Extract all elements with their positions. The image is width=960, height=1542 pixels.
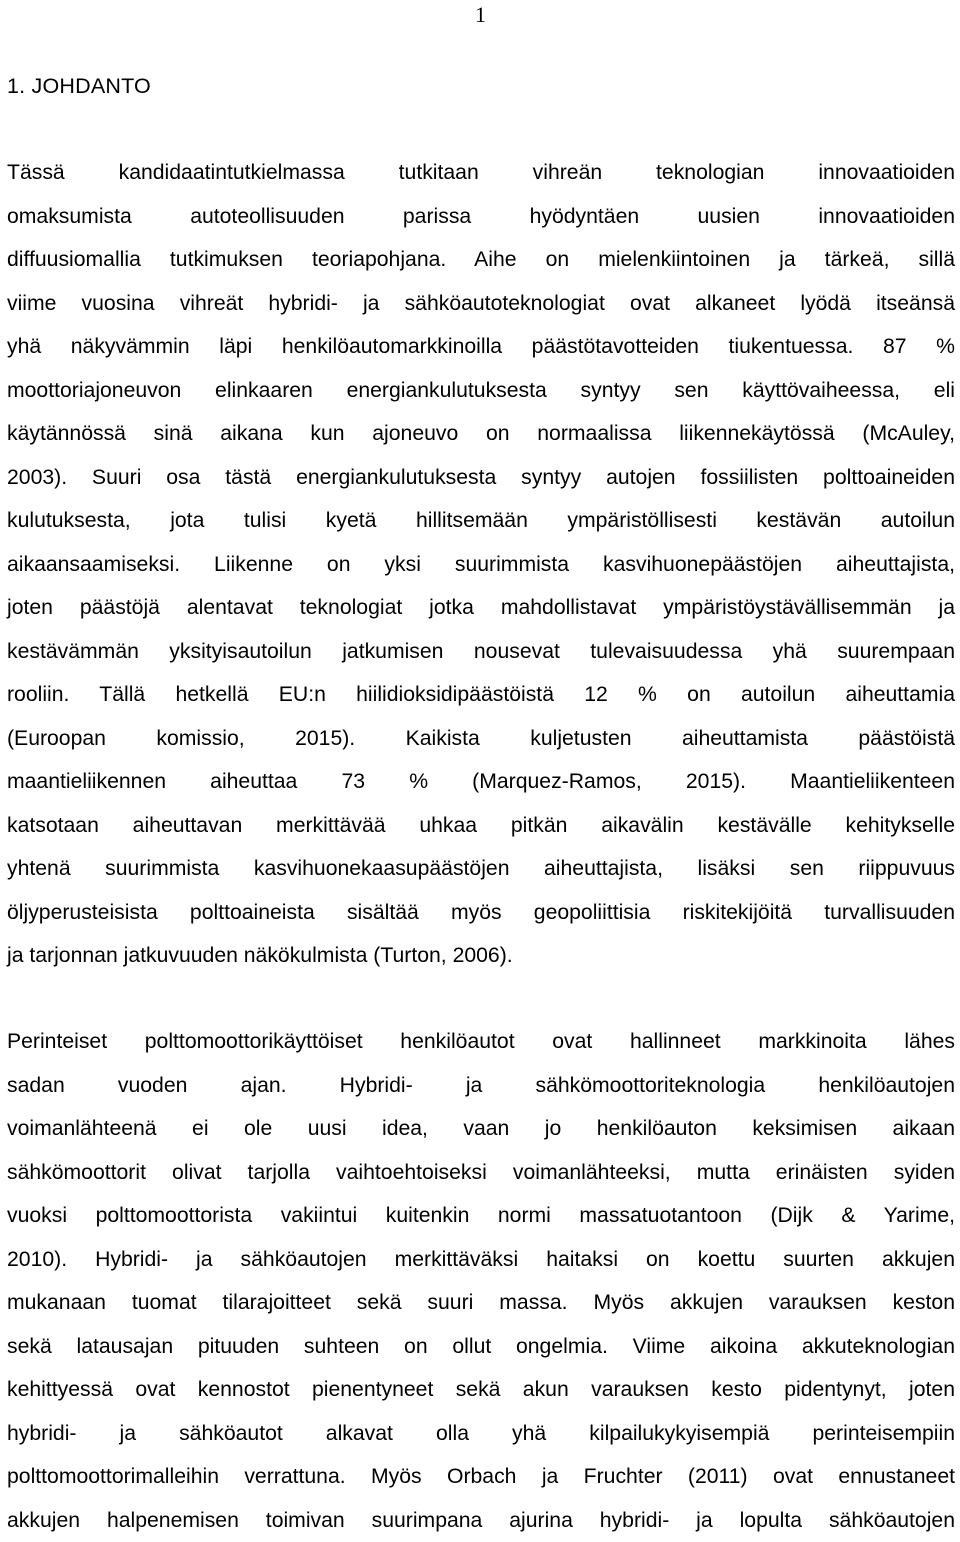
text-line: sähkömoottorit olivat tarjolla vaihtoehtoiseksi voimanlähteeksi, mutta erinäisten syiden bbox=[7, 1151, 955, 1195]
paragraph-history bbox=[7, 1020, 955, 1542]
text-line: hybridi- ja sähköautot alkavat olla yhä kilpailukykyisempiä perinteisempiin bbox=[7, 1412, 955, 1456]
text-line: yhtenä suurimmista kasvihuonekaasupäästöjen aiheuttajista, lisäksi sen riippuvuus bbox=[7, 847, 955, 891]
text-line: omaksumista autoteollisuuden parissa hyödyntäen uusien innovaatioiden bbox=[7, 195, 955, 239]
text-line: sekä latausajan pituuden suhteen on ollut ongelmia. Viime aikoina akkuteknologian bbox=[7, 1325, 955, 1369]
text-line: 2010). Hybridi- ja sähköautojen merkittäväksi haitaksi on koettu suurten akkujen bbox=[7, 1238, 955, 1282]
text-line: kulutuksesta, jota tulisi kyetä hillitsemään ympäristöllisesti kestävän autoilun bbox=[7, 499, 955, 543]
text-line: voimanlähteenä ei ole uusi idea, vaan jo henkilöauton keksimisen aikaan bbox=[7, 1107, 955, 1151]
text-line: ja tarjonnan jatkuvuuden näkökulmista (Turton, 2006). bbox=[7, 934, 955, 978]
text-line: kehittyessä ovat kennostot pienentyneet sekä akun varauksen kesto pidentynyt, joten bbox=[7, 1368, 955, 1412]
text-line: Perinteiset polttomoottorikäyttöiset henkilöautot ovat hallinneet markkinoita lähes bbox=[7, 1020, 955, 1064]
text-line: 2003). Suuri osa tästä energiankulutuksesta syntyy autojen fossiilisten polttoaineiden bbox=[7, 456, 955, 500]
page-number: 1 bbox=[475, 2, 486, 28]
paragraph-intro bbox=[7, 151, 955, 978]
text-line: polttomoottorimalleihin verrattuna. Myös Orbach ja Fruchter (2011) ovat ennustaneet bbox=[7, 1455, 955, 1499]
text-line: sadan vuoden ajan. Hybridi- ja sähkömoottoriteknologia henkilöautojen bbox=[7, 1064, 955, 1108]
section-heading: 1. JOHDANTO bbox=[7, 72, 151, 100]
text-line: Tässä kandidaatintutkielmassa tutkitaan vihreän teknologian innovaatioiden bbox=[7, 151, 955, 195]
text-line: öljyperusteisista polttoaineista sisältää myös geopoliittisia riskitekijöitä turvallisuuden bbox=[7, 891, 955, 935]
text-line: akkujen halpenemisen toimivan suurimpana ajurina hybridi- ja lopulta sähköautojen bbox=[7, 1499, 955, 1542]
text-line: diffuusiomallia tutkimuksen teoriapohjana. Aihe on mielenkiintoinen ja tärkeä, sillä bbox=[7, 238, 955, 282]
text-line: rooliin. Tällä hetkellä EU:n hiilidioksidipäästöistä 12 % on autoilun aiheuttamia bbox=[7, 673, 955, 717]
text-line: katsotaan aiheuttavan merkittävää uhkaa pitkän aikavälin kestävälle kehitykselle bbox=[7, 804, 955, 848]
text-line: joten päästöjä alentavat teknologiat jotka mahdollistavat ympäristöystävällisemmän ja bbox=[7, 586, 955, 630]
text-line: moottoriajoneuvon elinkaaren energiankulutuksesta syntyy sen käyttövaiheessa, eli bbox=[7, 369, 955, 413]
text-line: kestävämmän yksityisautoilun jatkumisen nousevat tulevaisuudessa yhä suurempaan bbox=[7, 630, 955, 674]
text-line: (Euroopan komissio, 2015). Kaikista kuljetusten aiheuttamista päästöistä bbox=[7, 717, 955, 761]
text-line: aikaansaamiseksi. Liikenne on yksi suurimmista kasvihuonepäästöjen aiheuttajista, bbox=[7, 543, 955, 587]
text-line: maantieliikennen aiheuttaa 73 % (Marquez-Ramos, 2015). Maantieliikenteen bbox=[7, 760, 955, 804]
text-line: mukanaan tuomat tilarajoitteet sekä suuri massa. Myös akkujen varauksen keston bbox=[7, 1281, 955, 1325]
text-line: vuoksi polttomoottorista vakiintui kuitenkin normi massatuotantoon (Dijk & Yarime, bbox=[7, 1194, 955, 1238]
text-line: viime vuosina vihreät hybridi- ja sähköautoteknologiat ovat alkaneet lyödä itseänsä bbox=[7, 282, 955, 326]
text-line: käytännössä sinä aikana kun ajoneuvo on normaalissa liikennekäytössä (McAuley, bbox=[7, 412, 955, 456]
text-line: yhä näkyvämmin läpi henkilöautomarkkinoilla päästötavotteiden tiukentuessa. 87 % bbox=[7, 325, 955, 369]
